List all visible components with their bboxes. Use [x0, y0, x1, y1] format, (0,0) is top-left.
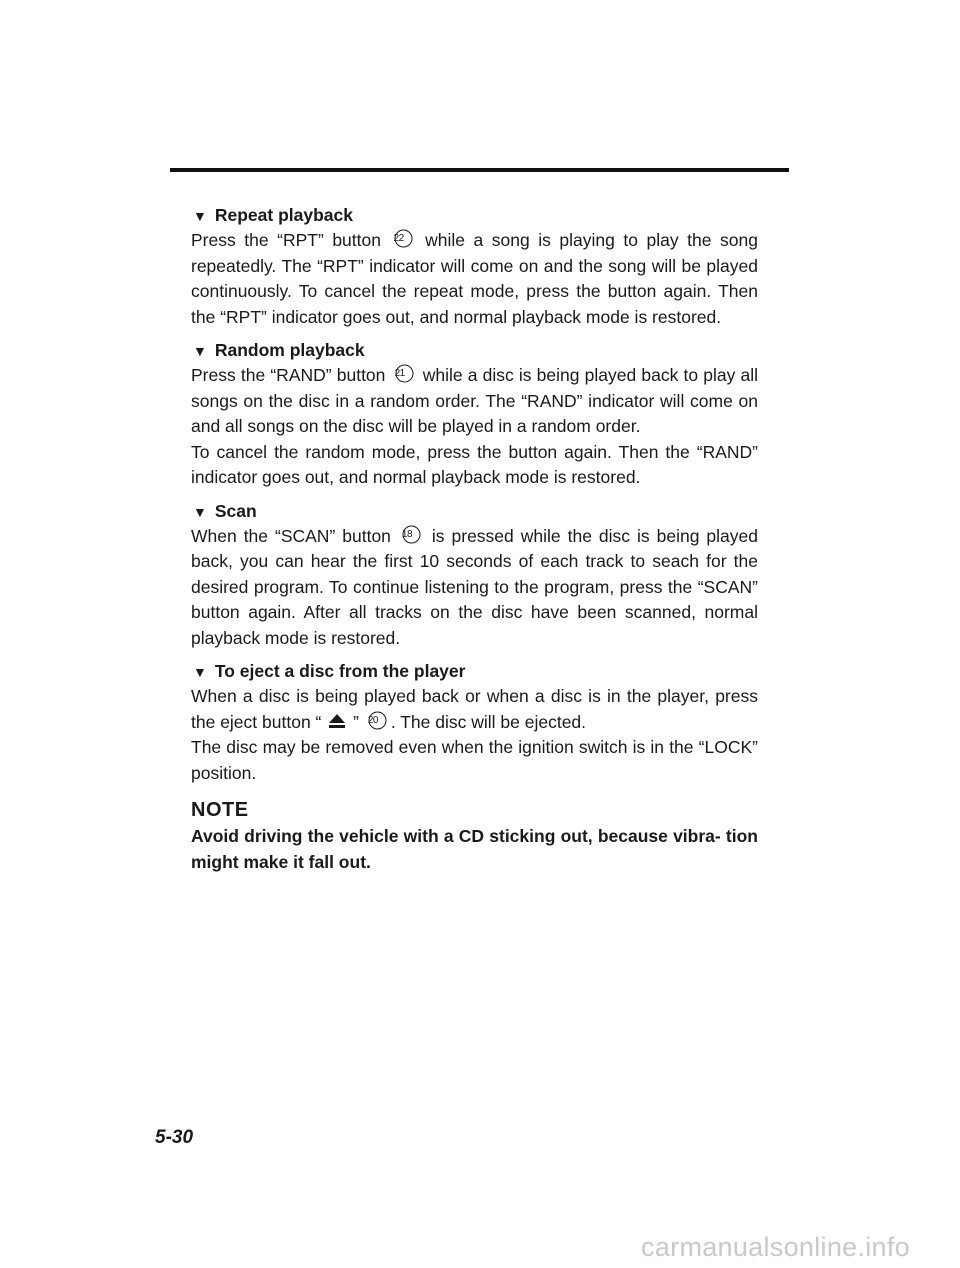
body-text: Press the “RAND” button	[191, 365, 386, 385]
watermark: carmanualsonline.info	[641, 1232, 910, 1262]
section-scan	[191, 499, 758, 652]
eject-icon	[328, 711, 346, 727]
note-box	[191, 796, 758, 875]
section-random-playback	[191, 338, 758, 491]
top-rule	[170, 168, 789, 172]
body-text: while a disc is being played back to play all songs on the disc in a random order. The “RAND” indicator will come on and all songs on the disc will be played in a random order.	[191, 365, 758, 436]
circled-number-text: 18	[401, 528, 413, 540]
section-heading	[191, 338, 758, 363]
circled-number-icon	[402, 525, 421, 544]
body-text: is pressed while the disc is being played back, you can hear the first 10 seconds of each track to seach for the desired program. To continue listening to the program, press the “SCAN” button again. After all tracks on the disc have been scanned, normal playback mode is restored.	[191, 525, 758, 648]
heading-text: Scan	[214, 500, 257, 521]
circled-number-icon	[394, 229, 413, 248]
body-text: When the “SCAN” button	[191, 525, 391, 546]
heading-text: Repeat playback	[214, 205, 353, 225]
section-body	[191, 363, 758, 440]
section-body: To cancel the random mode, press the button again. Then the “RAND” indicator goes out, and normal playback mode is restored.	[191, 441, 758, 487]
section-heading	[191, 203, 758, 228]
page-number: 5-30	[155, 1127, 194, 1148]
circled-number-icon	[395, 364, 414, 383]
circled-number-icon	[368, 711, 387, 730]
body-text: ”	[353, 711, 359, 732]
section-body	[191, 684, 758, 735]
circled-number-text: 22	[393, 233, 404, 244]
triangle-down-icon: ▼	[193, 664, 207, 680]
section-repeat-playback	[191, 203, 758, 330]
section-body: The disc may be removed even when the ignition switch is in the “LOCK” position.	[191, 737, 758, 783]
circled-number-text: 21	[394, 368, 405, 379]
body-text: When a disc is being played back or when a disc is in the player, press the eject button “	[191, 686, 758, 732]
triangle-down-icon: ▼	[193, 503, 207, 520]
triangle-down-icon: ▼	[193, 343, 207, 359]
section-heading	[191, 499, 758, 524]
heading-text: To eject a disc from the player	[214, 661, 466, 681]
note-text: Avoid driving the vehicle with a CD sticking out, because vibra- tion might make it fall out.	[191, 826, 758, 872]
section-body	[191, 524, 758, 652]
circled-number-text: 20	[367, 714, 378, 726]
section-body	[191, 228, 758, 330]
triangle-down-icon: ▼	[193, 208, 207, 224]
page-content	[191, 203, 758, 875]
body-text: while a song is playing to play the song repeatedly. The “RPT” indicator will come on and the song will be played continuously. To cancel the repeat mode, press the button again. Then the “RPT” indicator goes out, and normal playback mode is restored.	[191, 230, 758, 327]
body-text: Press the “RPT” button	[191, 230, 381, 250]
body-text: . The disc will be ejected.	[390, 711, 587, 732]
note-title: NOTE	[191, 799, 249, 821]
section-eject-disc	[191, 659, 758, 786]
heading-text: Random playback	[214, 340, 365, 360]
section-heading	[191, 659, 758, 684]
